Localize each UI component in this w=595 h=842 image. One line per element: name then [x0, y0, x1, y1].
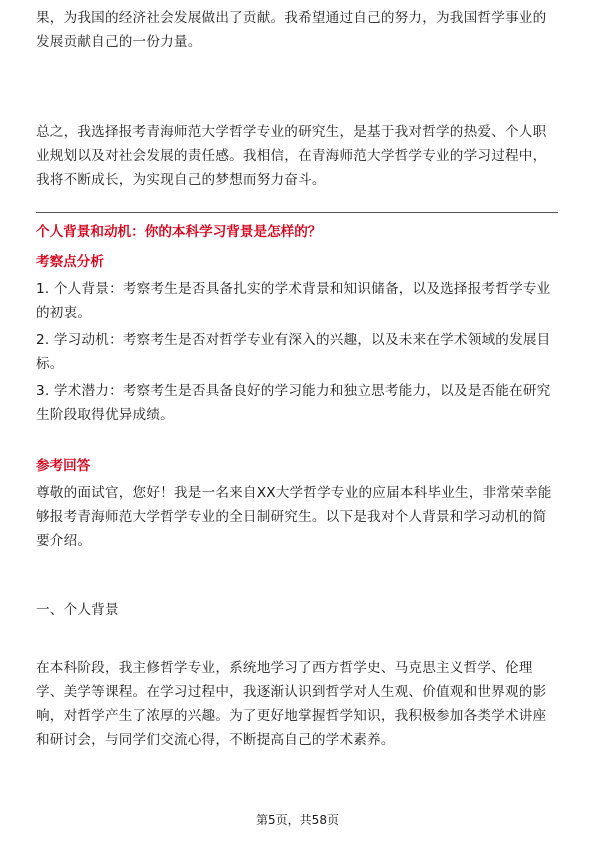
conclusion-paragraph: 总之，我选择报考青海师范大学哲学专业的研究生，是基于我对哲学的热爱、个人职业规划以及对社会发展的责任感。我相信，在青海师范大学哲学专业的学习过程中，我将不断成长，为实现自己的梦想而努力奋斗。 — [36, 124, 547, 188]
subsection-heading: 一、个人背景 — [36, 602, 119, 618]
section-divider — [36, 212, 558, 213]
background-paragraph: 在本科阶段，我主修哲学专业，系统地学习了西方哲学史、马克思主义哲学、伦理学、美学等课程。在学习过程中，我逐渐认识到哲学对人生观、价值观和世界观的影响，对哲学产生了浓厚的兴趣。为了更好地掌握哲学知识，我积极参加各类学术讲座和研讨会，与同学们交流心得，不断提高自己的学术素养。 — [36, 660, 547, 748]
list-item: 1. 个人背景：考察考生是否具备扎实的学术背景和知识储备，以及选择报考哲学专业的初衷。 — [36, 281, 551, 321]
analysis-list — [36, 277, 558, 430]
interview-question: 个人背景和动机：你的本科学习背景是怎样的？ — [36, 224, 322, 240]
answer-intro-paragraph: 尊敬的面试官，您好！我是一名来自XX大学哲学专业的应届本科毕业生，非常荣幸能够报考青海师范大学哲学专业的全日制研究生。以下是我对个人背景和学习动机的简要介绍。 — [36, 485, 552, 549]
answer-heading: 参考回答 — [36, 458, 91, 474]
body-paragraph: 果，为我国的经济社会发展做出了贡献。我希望通过自己的努力，为我国哲学事业的发展贡献自己的一份力量。 — [36, 10, 547, 50]
page-number: 第5页，共58页 — [256, 813, 339, 827]
list-item: 3. 学术潜力：考察考生是否具备良好的学习能力和独立思考能力，以及是否能在研究生阶段取得优异成绩。 — [36, 383, 551, 423]
list-item: 2. 学习动机：考察考生是否对哲学专业有深入的兴趣，以及未来在学术领域的发展目标。 — [36, 332, 551, 372]
analysis-heading: 考察点分析 — [36, 254, 104, 270]
